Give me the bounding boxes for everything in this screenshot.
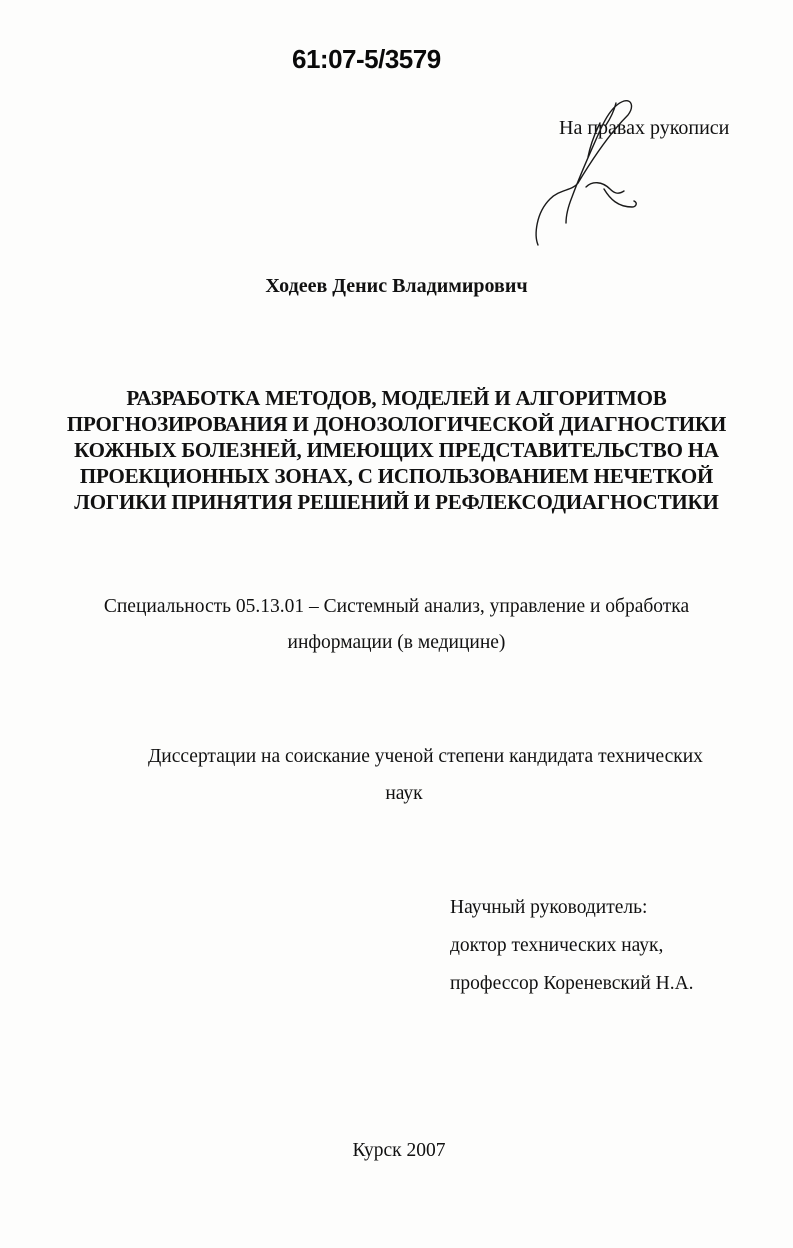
degree-line: Диссертации на соискание ученой степени кандидата технических (148, 746, 703, 767)
supervisor-block (450, 889, 694, 1003)
author-name: Ходеев Денис Владимирович (265, 275, 528, 297)
degree-line: наук (385, 783, 423, 804)
place-year: Курск 2007 (352, 1140, 446, 1161)
title-line: ЛОГИКИ ПРИНЯТИЯ РЕШЕНИЙ И РЕФЛЕКСОДИАГНОСТИКИ (74, 490, 719, 514)
title-line: ПРОЕКЦИОННЫХ ЗОНАХ, С ИСПОЛЬЗОВАНИЕМ НЕЧЕТКОЙ (79, 464, 714, 488)
archive-stamp: 61:07-5/3579 (292, 44, 441, 74)
specialty-block (0, 589, 793, 661)
supervisor-line: профессор Кореневский Н.А. (450, 973, 694, 994)
title-line: РАЗРАБОТКА МЕТОДОВ, МОДЕЛЕЙ И АЛГОРИТМОВ (126, 386, 667, 410)
title-line: КОЖНЫХ БОЛЕЗНЕЙ, ИМЕЮЩИХ ПРЕДСТАВИТЕЛЬСТВО НА (74, 438, 719, 462)
supervisor-line: Научный руководитель: (450, 897, 648, 918)
handwritten-signature (520, 95, 640, 265)
rights-note: На правах рукописи (559, 117, 730, 139)
title-line: ПРОГНОЗИРОВАНИЯ И ДОНОЗОЛОГИЧЕСКОЙ ДИАГНОСТИКИ (66, 412, 727, 436)
specialty-line: информации (в медицине) (287, 632, 506, 653)
specialty-line: Специальность 05.13.01 – Системный анализ, управление и обработка (103, 596, 690, 617)
supervisor-line: доктор технических наук, (450, 935, 664, 956)
dissertation-title (0, 385, 793, 515)
